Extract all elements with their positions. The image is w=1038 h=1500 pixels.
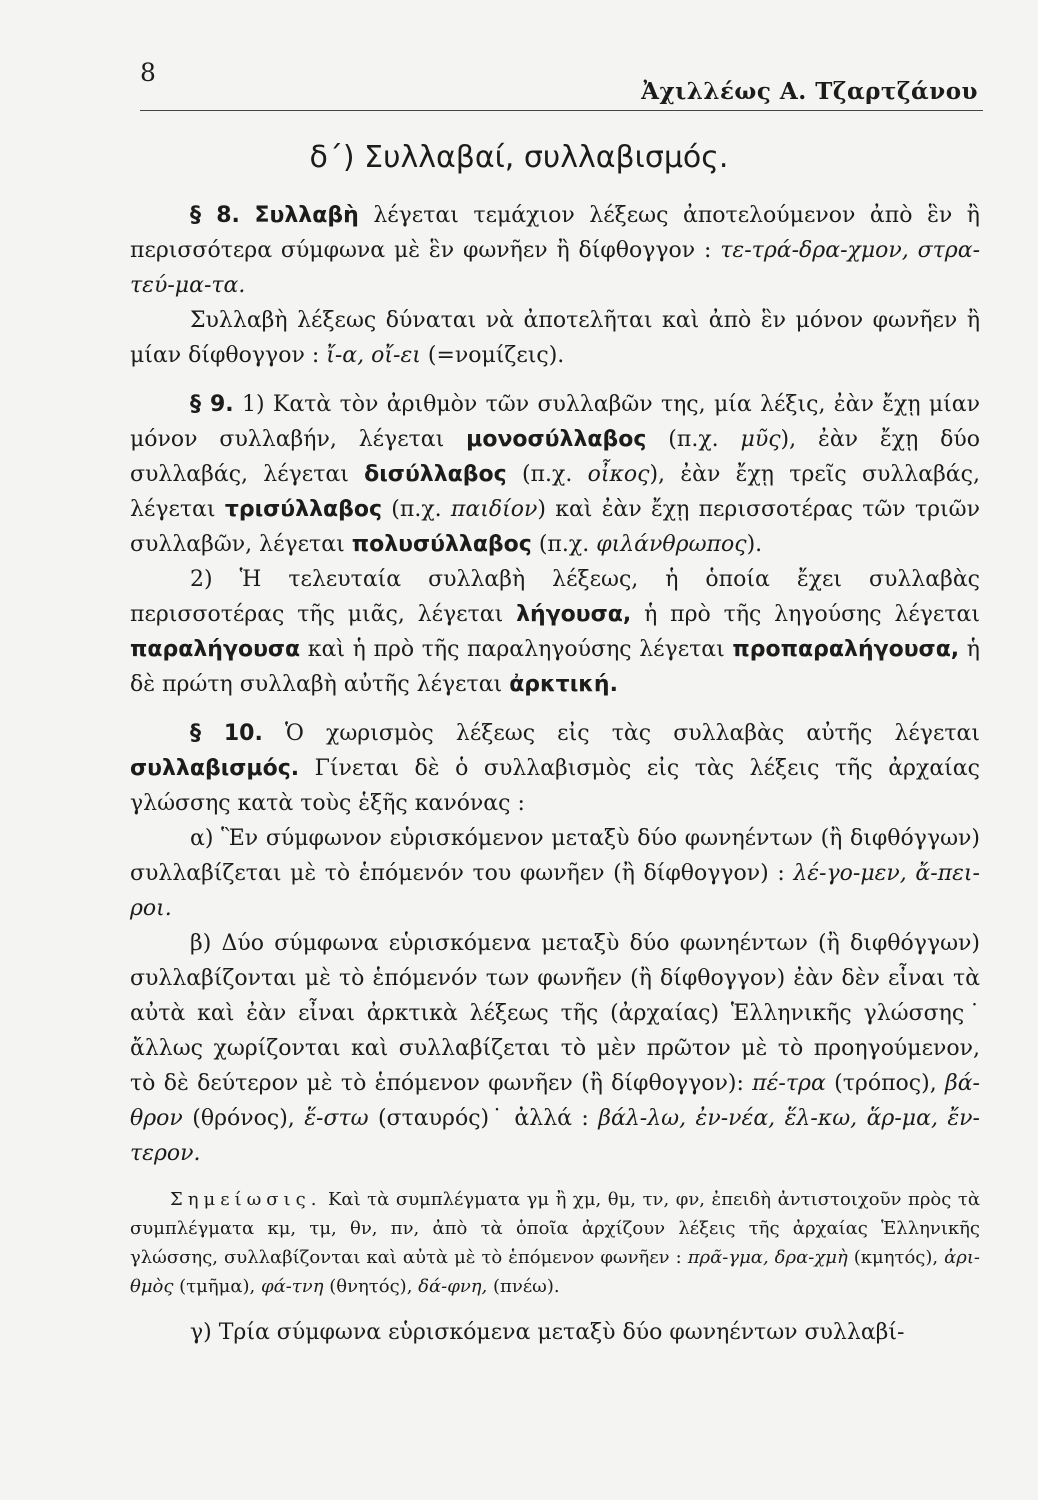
page-number: 8 — [140, 58, 156, 87]
term-bold: Συλλαβὴ — [254, 203, 359, 228]
section-title: δ´) Συλλαβαί, συλλαβισμός. — [309, 140, 729, 175]
section-number: § 8. — [190, 203, 240, 228]
paragraph-9b: 2) Ἡ τελευταία συλλαβὴ λέξεως, ἡ ὁποία ἔχει συλλαβὰς περισσοτέρας τῆς μιᾶς, λέγεται λήγουσα, ἡ πρὸ τῆς ληγούσης λέγεται παραλήγουσα καὶ ἡ πρὸ τῆς παραληγούσης λέγεται προπαραλήγουσα, ἡ δὲ πρώτη συλλαβὴ αὐτῆς λέγεται ἀρκτική. — [130, 567, 980, 697]
rule-c: γ) Τρία σύμφωνα εὑρισκόμενα μεταξὺ δύο φωνηέντων συλλαβί- — [190, 1320, 905, 1345]
rule-a: α) Ἓν σύμφωνον εὑρισκόμενον μεταξὺ δύο φωνηέντων (ἢ διφθόγγων) συλλαβίζεται μὲ τὸ ἑπόμενόν του φωνῆεν (ἢ δίφθογγον) : λέ-γο-μεν, ἄ-πει-ροι. — [130, 826, 980, 921]
note: Σημείωσις. Καὶ τὰ συμπλέγματα γμ ἢ χμ, θμ, τν, φν, ἐπειδὴ ἀντιστοιχοῦν πρὸς τὰ συμπλέγματα κμ, τμ, θν, πν, ἀπὸ τὰ ὁποῖα ἀρχίζουν λέξεις τῆς ἀρχαίας Ἑλληνικῆς γλώσσης, συλλαβίζονται καὶ αὐτὰ μὲ τὸ ἑπόμενον φωνῆεν : πρᾶ-γμα, δρα-χμὴ (κμητός), ἀρι-θμὸς (τμῆμα), φά-τνη (θνητός), δά-φνη, (πνέω). — [130, 1189, 981, 1297]
paragraph-9: § 9. 1) Κατὰ τὸν ἀριθμὸν τῶν συλλαβῶν της, μία λέξις, ἐὰν ἔχῃ μίαν μόνον συλλαβήν, λέγεται μονοσύλλαβος (π.χ. μῦς), ἐὰν ἔχῃ δύο συλλαβάς, λέγεται δισύλλαβος (π.χ. οἶκος), ἐὰν ἔχῃ τρεῖς συλλαβάς, λέγεται τρισύλλαβος (π.χ. παιδίον) καὶ ἐὰν ἔχῃ περισσοτέρας τῶν τριῶν συλλαβῶν, λέγεται πολυσύλλαβος (π.χ. φιλάνθρωπος). — [130, 392, 980, 557]
example-italic: ἴ-α, οἴ-ει — [326, 343, 421, 368]
header-rule — [140, 110, 983, 111]
rule-b: β) Δύο σύμφωνα εὑρισκόμενα μεταξὺ δύο φωνηέντων (ἢ διφθόγγων) συλλαβίζονται μὲ τὸ ἑπόμενόν των φωνῆεν (ἢ δίφθογγον) ἐὰν δὲν εἶναι τὰ αὐτὰ καὶ ἐὰν εἶναι ἀρκτικὰ λέξεως τῆς (ἀρχαίας) Ἑλληνικῆς γλώσσης˙ ἄλλως χωρίζονται καὶ συλλαβίζεται τὸ μὲν πρῶτον μὲ τὸ προηγούμενον, τὸ δὲ δεύτερον μὲ τὸ ἑπόμενον φωνῆεν (ἢ δίφθογγον): πέ-τρα (τρόπος), βά-θρον (θρόνος), ἕ-στω (σταυρός)˙ ἀλλά : βάλ-λω, ἐν-νέα, ἕλ-κω, ἅρ-μα, ἔν-τερον. — [130, 931, 980, 1166]
paragraph-8: § 8. Συλλαβὴ λέγεται τεμάχιον λέξεως ἀποτελούμενον ἀπὸ ἓν ἢ περισσότερα σύμφωνα μὲ ἓν φωνῆεν ἢ δίφθογγον : τε-τρά-δρα-χμον, στρα-τεύ-μα-τα. — [130, 203, 980, 298]
running-header-author: Ἀχιλλέως Α. Τζαρτζάνου — [641, 78, 978, 105]
section-number: § 9. — [190, 392, 234, 417]
paragraph-10: § 10. Ὁ χωρισμὸς λέξεως εἰς τὰς συλλαβὰς αὐτῆς λέγεται συλλαβισμός. Γίνεται δὲ ὁ συλλαβισμὸς εἰς τὰς λέξεις τῆς ἀρχαίας γλώσσης κατὰ τοὺς ἑξῆς κανόνας : — [130, 721, 980, 816]
note-label: Σημείωσις. — [170, 1189, 322, 1210]
body-text — [130, 198, 980, 1350]
section-number: § 10. — [190, 721, 263, 746]
example-italic: τε-τρά-δρα-χμον, στρα-τεύ-μα-τα. — [130, 238, 980, 298]
paragraph-8b: Συλλαβὴ λέξεως δύναται νὰ ἀποτελῆται καὶ ἀπὸ ἓν μόνον φωνῆεν ἢ μίαν δίφθογγον : ἴ-α, οἴ-ει (=νομίζεις). — [130, 308, 980, 368]
